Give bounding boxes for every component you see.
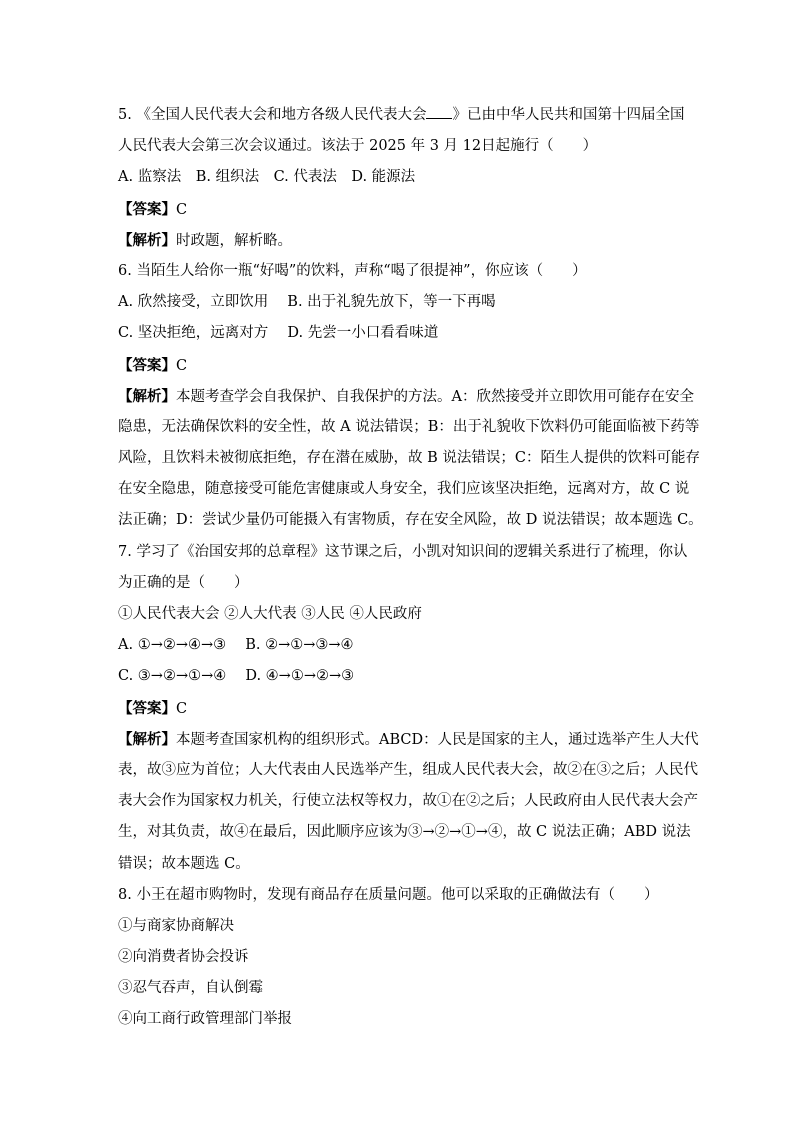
q7-stem-line-2: 为正确的是（ ） [118,574,249,591]
q6-answer [118,350,688,381]
q5-answer-label: 【答案】 [118,200,176,218]
q7-analysis-line-1 [118,724,699,755]
q6-analysis-line-4: 在安全隐患，随意接受可能危害健康或人身安全，我们应该坚决拒绝，远离对方，故 C 说 [118,481,690,498]
q6-stem: 6. 当陌生人给你一瓶“好喝”的饮料，声称“喝了很提神”，你应该（ ） [118,262,587,279]
q5-stem-part-a: 5. 《全国人民代表大会和地方各级人民代表大会 [118,107,427,123]
q7-options-line-1: A. ①→②→④→③ B. ②→①→③→④ [118,637,354,654]
q7-options-line-2: C. ③→②→①→④ D. ④→①→②→③ [118,668,355,685]
q5-stem-part-b: 》已由中华人民共和国第十四届全国 [452,107,685,123]
q7-analysis-label: 【解析】 [118,730,176,748]
q8-stem: 8. 小王在超市购物时，发现有商品存在质量问题。他可以采取的正确做法有（ ） [118,886,659,903]
q5-stem-line-2: 人民代表大会第三次会议通过。该法于 2025 年 3 月 12日起施行（ ） [118,138,598,155]
q8-item-2: ②向消费者协会投诉 [118,949,249,966]
q5-analysis-label: 【解析】 [118,231,176,249]
q6-options-line-1: A. 欣然接受，立即饮用 B. 出于礼貌先放下，等一下再喝 [118,294,496,311]
q7-analysis-line-3: 表大会作为国家权力机关，行使立法权等权力，故①在②之后；人民政府由人民代表大会产 [118,793,698,810]
q7-analysis-line-5: 错误；故本题选 C。 [118,855,250,872]
q6-options-line-2: C. 坚决拒绝，远离对方 D. 先尝一小口看看味道 [118,325,439,342]
document-content [118,100,703,1036]
q6-analysis-line-3: 风险，且饮料未被彻底拒绝，存在潜在威胁，故 B 说法错误；C：陌生人提供的饮料可能存 [118,450,700,467]
q5-analysis-text: 时政题，解析略。 [176,232,292,249]
q7-analysis-text: 本题考查国家机构的组织形式。ABCD：人民是国家的主人，通过选举产生人大代 [176,731,699,748]
q5-analysis [118,225,688,256]
q6-analysis-line-1 [118,381,694,412]
q6-analysis-text: 本题考查学会自我保护、自我保护的方法。A：欣然接受并立即饮用可能存在安全 [176,388,694,405]
q6-analysis-line-5: 法正确；D：尝试少量仍可能摄入有害物质，存在安全风险，故 D 说法错误；故本题选 C。 [118,512,703,529]
q8-item-4: ④向工商行政管理部门举报 [118,1011,292,1028]
q7-answer [118,693,688,724]
q5-blank [426,106,452,119]
q6-answer-label: 【答案】 [118,356,176,374]
q7-analysis-line-2: 表，故③应为首位；人大代表由人民选举产生，组成人民代表大会，故②在③之后；人民代 [118,761,698,778]
q5-answer-value: C [176,201,188,218]
q6-answer-value: C [176,357,188,374]
q6-analysis-line-2: 隐患，无法确保饮料的安全性，故 A 说法错误；B：出于礼貌收下饮料仍可能面临被下药等 [118,418,700,435]
q7-analysis-line-4: 生，对其负责，故④在最后，因此顺序应该为③→②→①→④，故 C 说法正确；ABD 说法 [118,824,691,841]
q5-stem-line-1 [118,100,688,131]
q7-answer-value: C [176,700,188,717]
q7-items: ①人民代表大会 ②人大代表 ③人民 ④人民政府 [118,606,422,622]
q5-options: A. 监察法 B. 组织法 C. 代表法 D. 能源法 [118,169,416,186]
q5-answer [118,194,688,225]
q7-stem-line-1: 7. 学习了《治国安邦的总章程》这节课之后，小凯对知识间的逻辑关系进行了梳理，你认 [118,543,688,560]
q8-item-3: ③忍气吞声，自认倒霉 [118,980,263,997]
q7-answer-label: 【答案】 [118,699,176,717]
q6-analysis-label: 【解析】 [118,387,176,405]
q8-item-1: ①与商家协商解决 [118,917,234,934]
